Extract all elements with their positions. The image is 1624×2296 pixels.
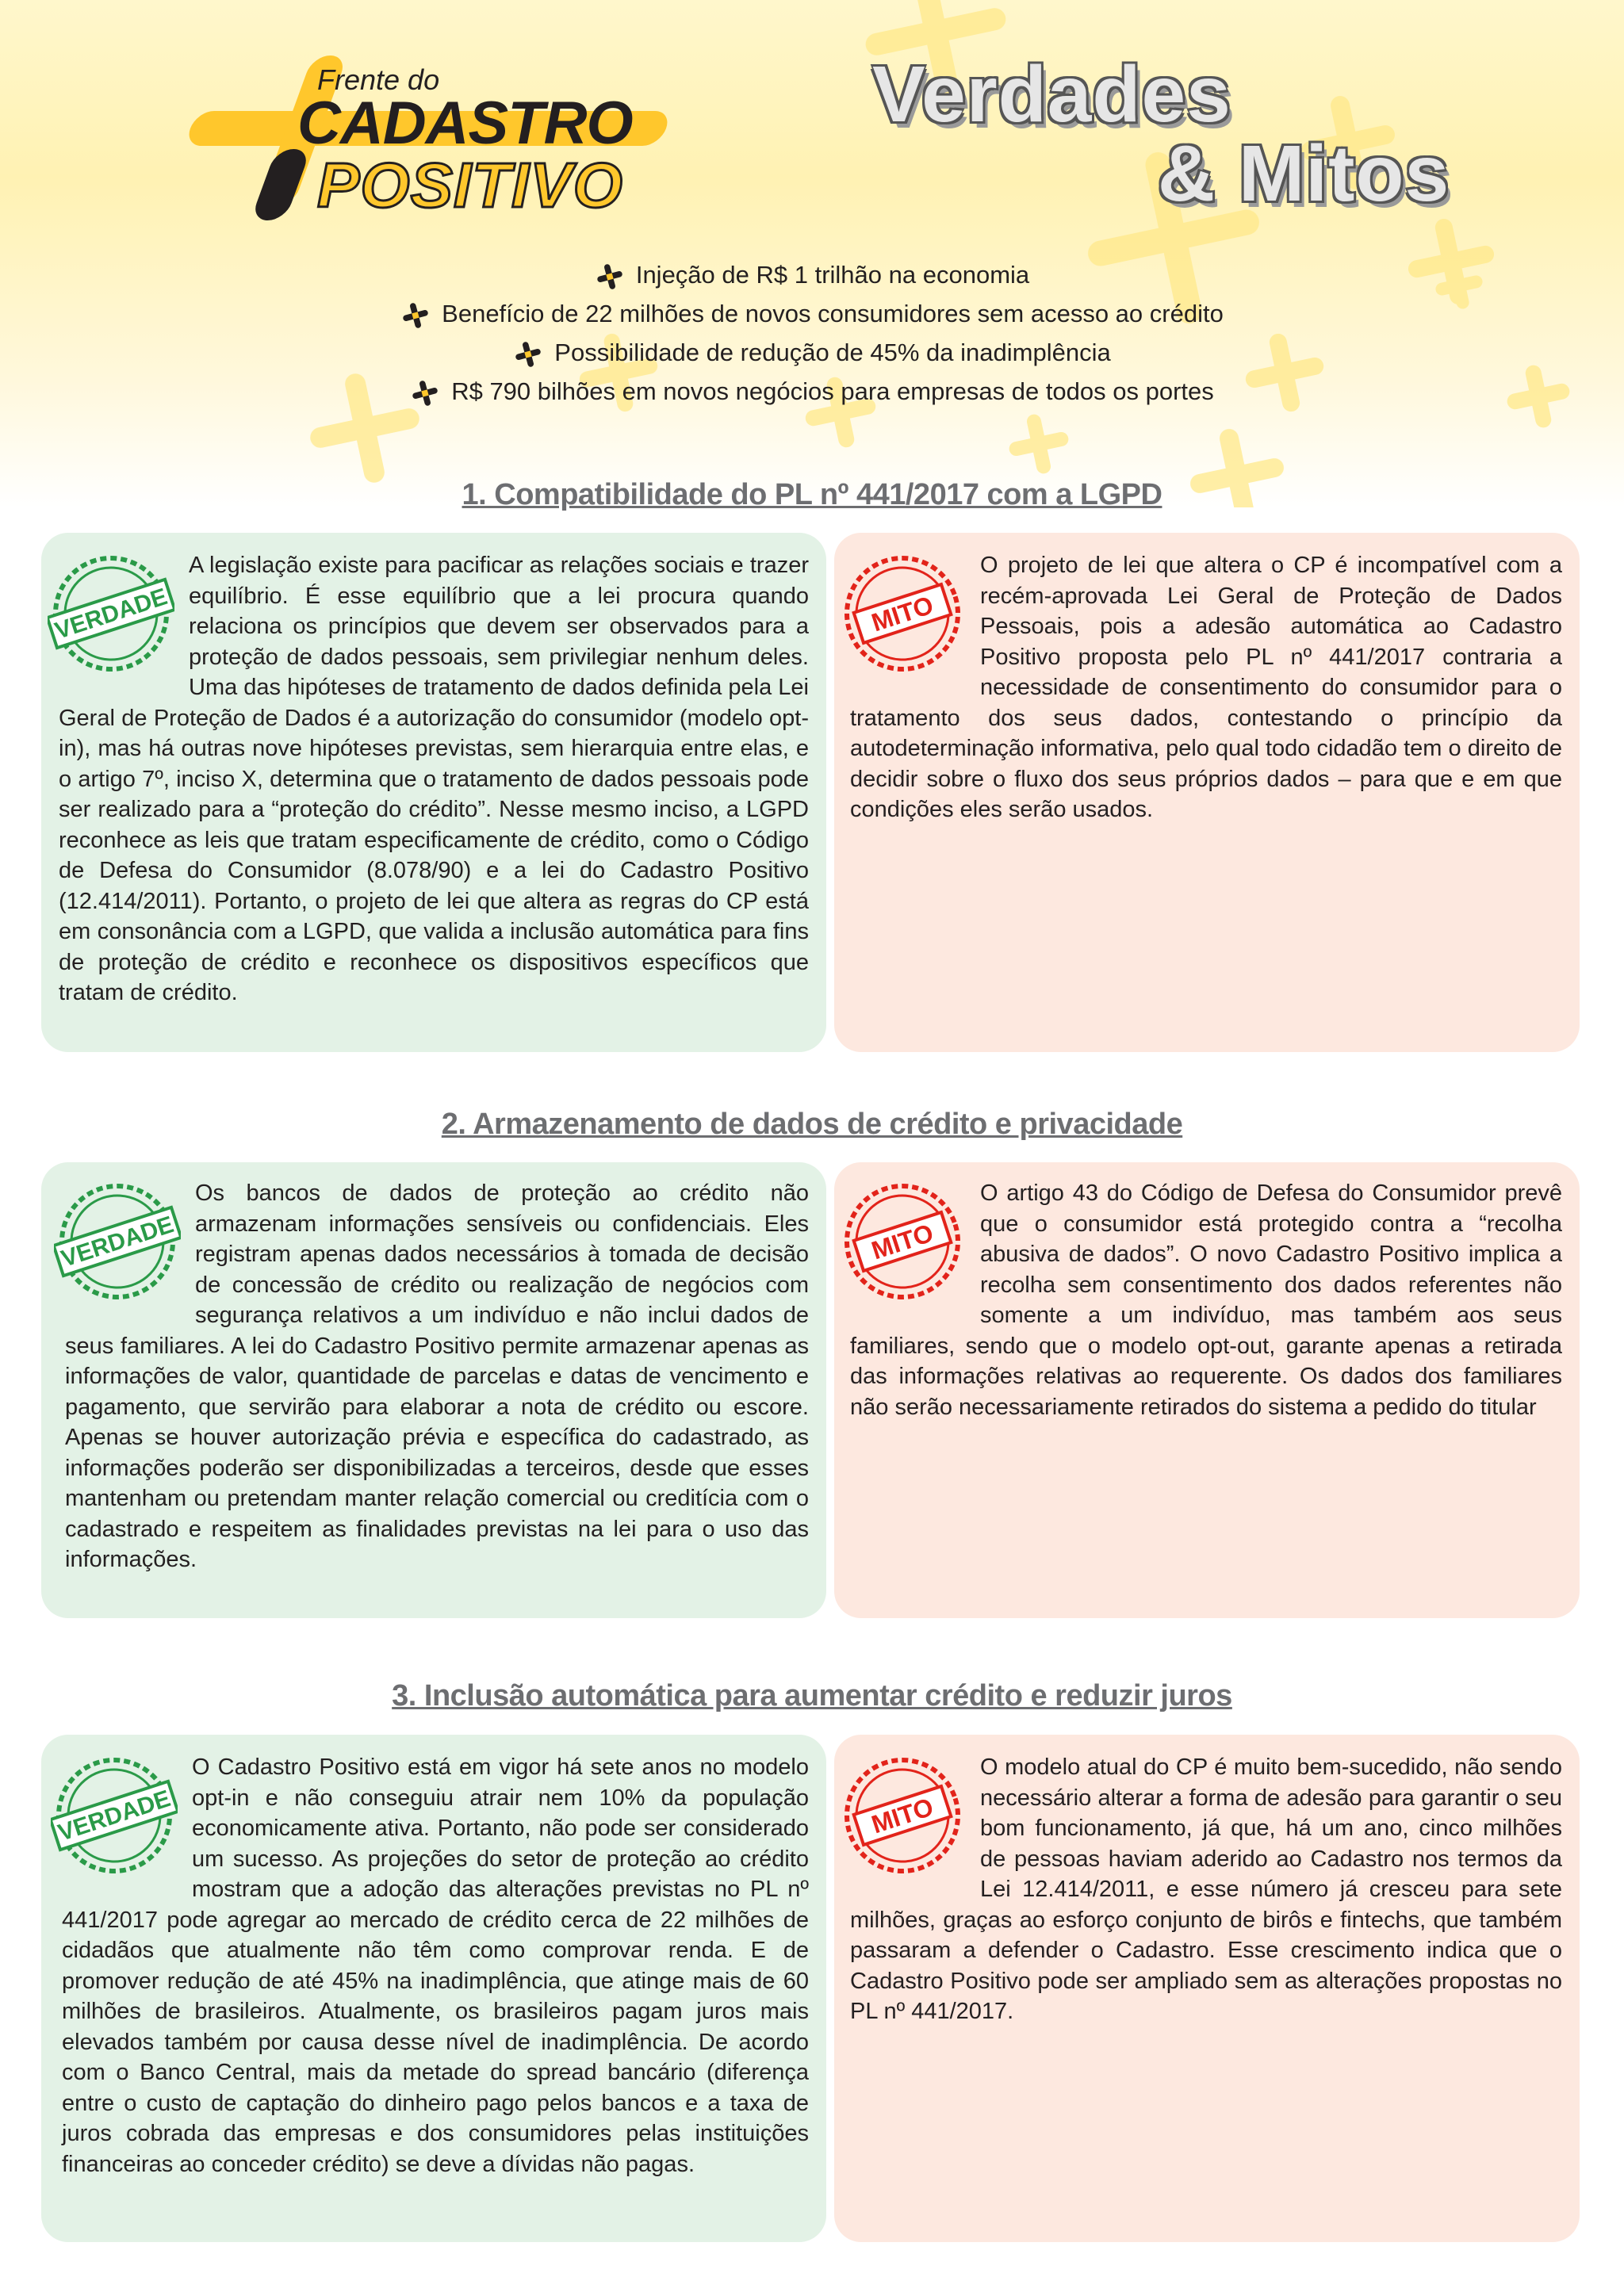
highlight-item (0, 255, 1624, 294)
myth-stamp-icon (839, 1178, 966, 1305)
truth-stamp-icon (48, 550, 174, 677)
highlight-text: Benefício de 22 milhões de novos consumidores sem acesso ao crédito (442, 300, 1224, 327)
plus-icon (595, 262, 625, 292)
highlight-text: Injeção de R$ 1 trilhão na economia (635, 261, 1030, 289)
logo-main-text: CADASTRO (297, 90, 633, 157)
page-title-line2: & Mitos (1158, 129, 1450, 218)
truth-stamp-label: VERDADE (58, 1211, 178, 1272)
myth-stamp-label: MITO (868, 1218, 937, 1265)
myth-stamp-label: MITO (868, 590, 937, 637)
truth-text-2: Os bancos de dados de proteção ao crédito não armazenam informações sensíveis ou confidenciais. Eles registram apenas dados necessários à tomada de decisão de concessão de crédito ou realização de negócios com segurança relativos a um indivíduo e não inclui dados de seus familiares. A lei do Cadastro Positivo permite armazenar apenas as informações de valor, quantidade de parcelas e datas de vencimento e pagamento, que servirão para elaborar a nota de crédito ou escore. Apenas se houver autorização prévia e específica do cadastrado, as informações poderão ser disponibilizadas a terceiros, desde que esses mantenham ou pretendam manter relação comercial ou creditícia com o cadastrado e respeitem as finalidades previstas na lei para o uso das informações. (65, 1181, 809, 1572)
page-title-line1: Verdades (872, 50, 1231, 139)
truth-box-2 (41, 1162, 826, 1618)
myth-text-1: O projeto de lei que altera o CP é incompatível com a recém-aprovada Lei Geral de Proteção de Dados Pessoais, pois a adesão automática ao Cadastro Positivo proposta pelo PL nº 441/2017 contraria a necessidade de consentimento do consumidor para o tratamento dos seus dados, contestando o princípio da autodeterminação informativa, pelo qual todo cidadão tem o direito de decidir sobre o fluxo dos seus próprios dados – para que e em que condições eles serão usados. (850, 553, 1562, 822)
myth-text-2: O artigo 43 do Código de Defesa do Consumidor prevê que o consumidor está protegido contra a “recolha abusiva de dados”. O novo Cadastro Positivo implica a recolha sem consentimento dos dados referentes não somente a um indivíduo, mas também aos seus familiares, sendo que o modelo opt-out, garante apenas a retirada das informações relativas ao requerente. Os dados dos familiares não serão necessariamente retirados do sistema a pedido do titular (850, 1181, 1562, 1420)
highlight-text: Possibilidade de redução de 45% da inadimplência (554, 339, 1111, 366)
myth-stamp-icon (839, 550, 966, 677)
logo-bar-vertical-dark (251, 149, 312, 220)
myth-stamp-label: MITO (868, 1792, 937, 1839)
myth-box-3 (834, 1735, 1580, 2242)
truth-box-1 (41, 533, 826, 1052)
highlight-item (0, 294, 1624, 333)
myth-stamp-icon (839, 1752, 966, 1879)
section-title-2: 2. Armazenamento de dados de crédito e privacidade (441, 1108, 1183, 1141)
myth-box-2 (834, 1162, 1580, 1618)
myth-text-3: O modelo atual do CP é muito bem-sucedido, não sendo necessário alterar a forma de adesão para garantir o seu bom funcionamento, já que, há um ano, cinco milhões de pessoas haviam aderido ao Cadastro nos termos da Lei 12.414/2011, e esse número já cresceu para sete milhões, graças ao esforço conjunto de birôs e fintechs, que também passaram a defender o Cadastro. Esse crescimento indica que o Cadastro Positivo pode ser ampliado sem as alterações propostas no PL nº 441/2017. (850, 1755, 1562, 2024)
plus-icon (400, 300, 431, 331)
section-title-3: 3. Inclusão automática para aumentar crédito e reduzir juros (392, 1679, 1232, 1712)
truth-stamp-label: VERDADE (52, 584, 171, 645)
section-title-1: 1. Compatibilidade do PL nº 441/2017 com a LGPD (462, 478, 1162, 511)
myth-box-1 (834, 533, 1580, 1052)
highlight-item (0, 333, 1624, 372)
truth-text-3: O Cadastro Positivo está em vigor há sete anos no modelo opt-in e não conseguiu atrair nem 10% da população economicamente ativa. Portanto, não pode ser considerado um sucesso. As projeções do setor de proteção ao crédito mostram que a adoção das alterações previstas no PL nº 441/2017 pode agregar ao mercado de crédito cerca de 22 milhões de cidadãos que atualmente não têm como comprovar renda. E de promover redução de até 45% na inadimplência, que atinge mais de 60 milhões de brasileiros. Atualmente, os brasileiros pagam juros mais elevados também por causa desse nível de inadimplência. De acordo com o Banco Central, mais da metade do spread bancário (diferença entre o custo de captação do dinheiro pago pelos bancos e a taxa de juros cobrada das empresas e dos consumidores pelas instituições financeiras ao conceder crédito) se deve a dívidas não pagas. (62, 1755, 809, 2177)
logo (190, 55, 682, 220)
plus-icon (410, 378, 440, 408)
truth-stamp-icon (51, 1752, 178, 1879)
truth-text-1: A legislação existe para pacificar as relações sociais e trazer equilíbrio. É esse equilíbrio que a lei procura quando relaciona os princípios que devem ser observados para a proteção de dados pessoais, sem privilegiar nenhum deles. Uma das hipóteses de tratamento de dados definida pela Lei Geral de Proteção de Dados é a autorização do consumidor (modelo opt-in), mas há outras nove hipóteses previstas, sem hierarquia entre elas, e o artigo 7º, inciso X, determina que o tratamento de dados pessoais pode ser realizado para a “proteção do crédito”. Nesse mesmo inciso, a LGPD reconhece as leis que tratam especificamente de crédito, como o Código de Defesa do Consumidor (8.078/90) e a lei do Cadastro Positivo (12.414/2011). Portanto, o projeto de lei que altera as regras do CP está em consonância com a LGPD, que valida a inclusão automática para fins de proteção de crédito e reconhece os dispositivos específicos que tratam de crédito. (59, 553, 809, 1005)
highlight-item (0, 372, 1624, 411)
truth-stamp-icon (54, 1178, 181, 1305)
truth-stamp-label: VERDADE (55, 1785, 174, 1846)
logo-sub-text: POSITIVO (317, 150, 623, 220)
plus-icon (513, 339, 543, 369)
highlight-text: R$ 790 bilhões em novos negócios para empresas de todos os portes (451, 377, 1214, 405)
truth-box-3 (41, 1735, 826, 2242)
highlights-list (0, 255, 1624, 411)
logo-top-text: Frente do (317, 63, 440, 96)
